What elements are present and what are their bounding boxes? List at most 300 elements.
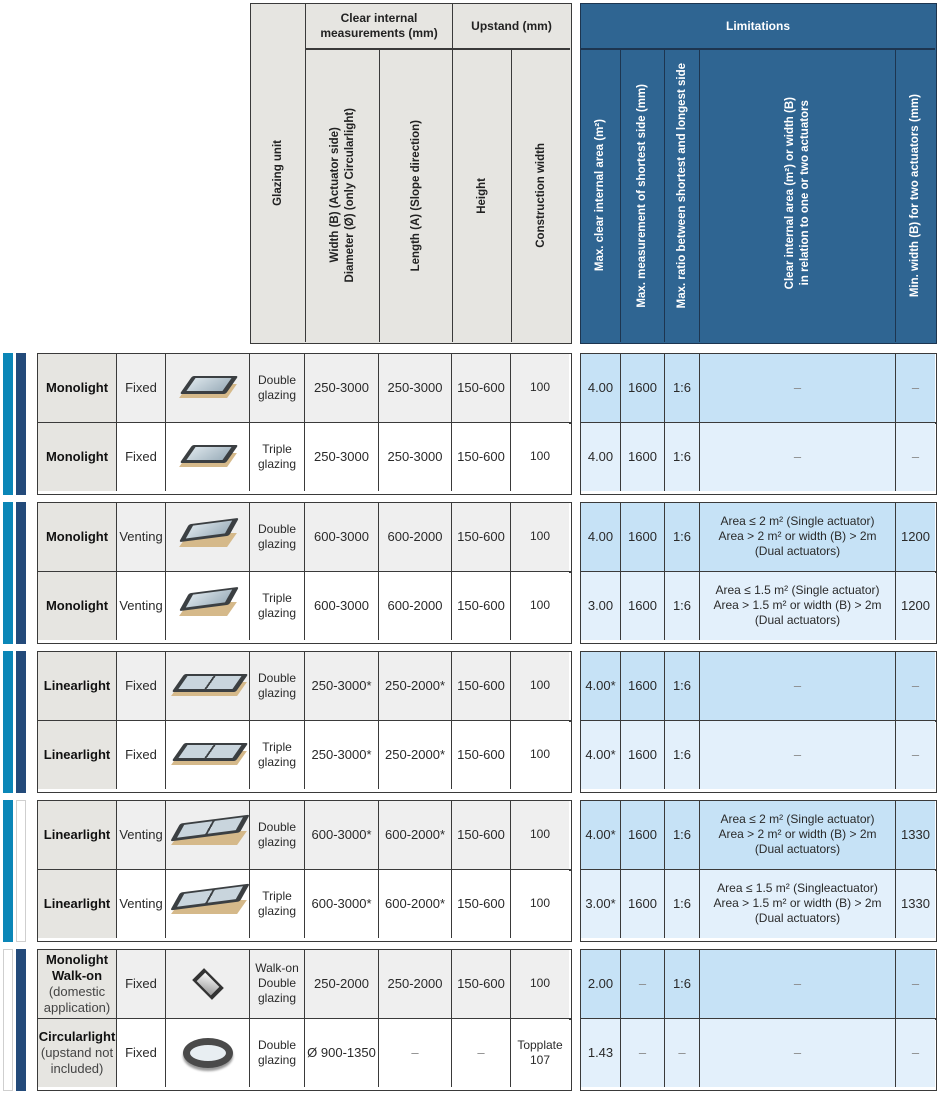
cell-glazing: [250, 423, 305, 491]
height-value: 150-600: [457, 597, 505, 613]
actuator-rule-dual: Area > 1.5 m² or width (B) > 2m: [713, 598, 882, 613]
product-group-5: [37, 949, 572, 1091]
cell-length: [379, 870, 452, 938]
width-value: 250-3000: [314, 448, 369, 464]
shortest-value: 1600: [628, 379, 657, 395]
actuator-rule-dual: Area > 2 m² or width (B) > 2m: [718, 827, 877, 842]
cell-icon: [166, 870, 250, 938]
cell-area: [581, 950, 621, 1018]
cell-type: [117, 801, 166, 869]
category-bar-1: [3, 353, 13, 495]
cell-area: [581, 801, 621, 869]
cell-glazing: [250, 801, 305, 869]
cell-icon: [166, 423, 250, 491]
actuator-value: –: [793, 975, 802, 991]
cell-minwidth: [896, 423, 935, 491]
cell-minwidth: [896, 950, 935, 1018]
cell-minwidth: [896, 572, 935, 640]
cell-shortest: [621, 1019, 665, 1087]
cell-height: [452, 572, 511, 640]
area-value: 4.00*: [585, 677, 616, 693]
width-value: 600-3000: [314, 597, 369, 613]
width-value: 250-2000: [314, 975, 369, 991]
height-value: 150-600: [457, 528, 505, 544]
actuator-rule-dual: Area > 2 m² or width (B) > 2m: [718, 529, 877, 544]
area-value: 1.43: [587, 1044, 614, 1060]
ratio-value: 1:6: [672, 677, 692, 693]
cell-type: [117, 1019, 166, 1087]
category-bar-1: [3, 800, 13, 942]
width-value: Ø 900-1350: [307, 1044, 376, 1060]
cwidth-value: 100: [529, 678, 551, 693]
cell-area: [581, 870, 621, 938]
cell-width: [305, 423, 379, 491]
cell-actuator: [700, 950, 896, 1018]
table-row: [581, 423, 935, 491]
actuator-value: –: [793, 677, 802, 693]
actuator-rule-single: Area ≤ 1.5 m² (Single actuator): [715, 583, 880, 598]
actuator-value: –: [793, 746, 802, 762]
cell-area: [581, 423, 621, 491]
table-row: [38, 870, 569, 938]
category-bar-2: [16, 651, 26, 793]
cell-icon: [166, 950, 250, 1018]
limitations-group-5: [580, 949, 937, 1091]
table-row: [38, 1019, 569, 1087]
ratio-value: 1:6: [672, 379, 692, 395]
cell-type: [117, 572, 166, 640]
cell-width: [305, 572, 379, 640]
table-row: [581, 950, 935, 1018]
linearlight-fixed-icon: [176, 666, 240, 706]
product-name: Linearlight: [43, 746, 111, 762]
ratio-value: 1:6: [672, 895, 692, 911]
glazing-value: Triple glazing: [257, 739, 297, 769]
cell-actuator: [700, 423, 896, 491]
shortest-value: –: [638, 975, 647, 991]
length-value: 250-2000: [387, 975, 443, 991]
cwidth-value: 100: [529, 976, 551, 991]
ratio-value: 1:6: [672, 975, 692, 991]
cell-glazing: [250, 721, 305, 789]
cell-actuator: [700, 652, 896, 720]
cell-icon: [166, 503, 250, 571]
cell-type: [117, 870, 166, 938]
cell-shortest: [621, 652, 665, 720]
linearlight-fixed-icon: [176, 735, 240, 775]
limitations-group-3: [580, 651, 937, 793]
width-value: 250-3000*: [311, 677, 372, 693]
cell-height: [452, 503, 511, 571]
cell-height: [452, 1019, 511, 1087]
cell-cwidth: [511, 801, 569, 869]
shortest-value: –: [638, 1044, 647, 1060]
cell-height: [452, 423, 511, 491]
cell-width: [305, 503, 379, 571]
cell-product: [38, 423, 117, 491]
header-upstand: Upstand (mm): [471, 18, 552, 33]
cell-type: [117, 503, 166, 571]
minwidth-value: 1200: [901, 528, 930, 544]
product-name: Monolight: [45, 448, 109, 464]
minwidth-value: –: [911, 975, 920, 991]
circularlight-icon: [183, 1038, 233, 1068]
cell-type: [117, 423, 166, 491]
height-value: 150-600: [457, 826, 505, 842]
cell-width: [305, 721, 379, 789]
cell-product: [38, 652, 117, 720]
height-value: –: [477, 1044, 485, 1060]
table-row: [581, 1019, 935, 1087]
length-value: –: [411, 1044, 419, 1060]
cell-area: [581, 1019, 621, 1087]
height-value: 150-600: [457, 746, 505, 762]
header-min-width: Min. width (B) for two actuators (mm): [909, 93, 921, 298]
type-value: Venting: [119, 895, 163, 911]
ratio-value: 1:6: [672, 746, 692, 762]
header-max-ratio: Max. ratio between shortest and longest side: [665, 49, 700, 342]
actuator-rule-note: (Dual actuators): [754, 842, 841, 857]
cell-width: [305, 801, 379, 869]
cwidth-value: 100: [529, 747, 551, 762]
minwidth-value: –: [911, 448, 920, 464]
category-bar-1: [3, 651, 13, 793]
area-value: 4.00*: [585, 746, 616, 762]
cell-length: [379, 950, 452, 1018]
cell-length: [379, 572, 452, 640]
type-value: Fixed: [125, 746, 157, 762]
cell-cwidth: [511, 1019, 569, 1087]
category-bar-2: [16, 353, 26, 495]
cwidth-value: 100: [529, 827, 551, 842]
glazing-value: Double glazing: [257, 372, 297, 402]
category-bar-1: [3, 949, 13, 1091]
cwidth-value: 100: [529, 529, 551, 544]
cell-actuator: [700, 721, 896, 789]
cell-actuator: [700, 503, 896, 571]
category-bar-1: [3, 502, 13, 644]
cell-glazing: [250, 354, 305, 422]
product-name: Linearlight: [43, 826, 111, 842]
limitations-group-4: [580, 800, 937, 942]
header-width-b: Width (B) (Actuator side) Diameter (Ø) (only Circularlight): [306, 49, 380, 342]
cell-minwidth: [896, 1019, 935, 1087]
cwidth-value: 100: [529, 380, 551, 395]
cell-area: [581, 721, 621, 789]
cell-area: [581, 652, 621, 720]
cell-minwidth: [896, 870, 935, 938]
actuator-rule-single: Area ≤ 2 m² (Single actuator): [720, 514, 875, 529]
cell-icon: [166, 801, 250, 869]
cell-minwidth: [896, 354, 935, 422]
header-max-shortest: Max. measurement of shortest side (mm): [621, 49, 665, 342]
product-name: Linearlight: [43, 677, 111, 693]
header-limitations: Limitations: [725, 18, 790, 33]
length-value: 600-2000: [387, 528, 443, 544]
cell-minwidth: [896, 652, 935, 720]
table-row: [581, 503, 935, 571]
minwidth-value: –: [911, 379, 920, 395]
type-value: Fixed: [125, 975, 157, 991]
cell-area: [581, 354, 621, 422]
area-value: 4.00: [587, 448, 614, 464]
table-row: [581, 801, 935, 869]
shortest-value: 1600: [628, 677, 657, 693]
cell-area: [581, 503, 621, 571]
header-clear-internal: Clear internal measurements (mm): [306, 4, 453, 48]
minwidth-value: 1330: [901, 895, 930, 911]
area-value: 2.00: [587, 975, 614, 991]
product-note: (upstand not included): [40, 1044, 114, 1076]
cell-ratio: [665, 652, 700, 720]
area-value: 3.00*: [585, 895, 616, 911]
ratio-value: 1:6: [672, 528, 692, 544]
cell-ratio: [665, 801, 700, 869]
width-value: 250-3000: [314, 379, 369, 395]
table-row: [581, 572, 935, 640]
table-row: [38, 572, 569, 640]
cell-product: [38, 503, 117, 571]
header-max-area: Max. clear internal area (m²): [581, 49, 621, 342]
length-value: 250-3000: [387, 448, 443, 464]
product-name: Linearlight: [43, 895, 111, 911]
type-value: Fixed: [125, 677, 157, 693]
ratio-value: 1:6: [672, 448, 692, 464]
minwidth-value: –: [911, 1044, 920, 1060]
category-bar-2: [16, 949, 26, 1091]
cell-ratio: [665, 721, 700, 789]
cell-ratio: [665, 503, 700, 571]
cell-shortest: [621, 801, 665, 869]
height-value: 150-600: [457, 448, 505, 464]
cell-shortest: [621, 354, 665, 422]
type-value: Venting: [119, 528, 163, 544]
table-row: [581, 721, 935, 789]
cell-actuator: [700, 354, 896, 422]
product-name: Monolight: [45, 597, 109, 613]
actuator-value: –: [793, 1044, 802, 1060]
ratio-value: 1:6: [672, 826, 692, 842]
cell-area: [581, 572, 621, 640]
cell-minwidth: [896, 503, 935, 571]
minwidth-value: –: [911, 746, 920, 762]
area-value: 4.00: [587, 379, 614, 395]
actuator-rule-single: Area ≤ 1.5 m² (Singleactuator): [717, 881, 878, 896]
limitations-group-2: [580, 502, 937, 644]
cell-length: [379, 652, 452, 720]
glazing-value: Double glazing: [257, 1037, 297, 1067]
product-name: Monolight: [45, 528, 109, 544]
actuator-rule-note: (Dual actuators): [754, 544, 841, 559]
cell-type: [117, 950, 166, 1018]
table-row: [581, 354, 935, 422]
cell-cwidth: [511, 503, 569, 571]
cell-width: [305, 950, 379, 1018]
monolight-venting-icon: [176, 517, 240, 557]
ratio-value: –: [678, 1044, 686, 1060]
glazing-value: Double glazing: [257, 521, 297, 551]
table-row: [38, 721, 569, 789]
glazing-value: Triple glazing: [257, 590, 297, 620]
product-name: Circularlight: [38, 1028, 116, 1044]
minwidth-value: 1200: [901, 597, 930, 613]
cell-shortest: [621, 503, 665, 571]
cell-actuator: [700, 1019, 896, 1087]
product-note: (domestic application): [43, 983, 111, 1015]
cwidth-value: Topplate 107: [517, 1037, 563, 1067]
cell-icon: [166, 1019, 250, 1087]
cell-height: [452, 801, 511, 869]
cell-actuator: [700, 801, 896, 869]
cell-width: [305, 652, 379, 720]
length-value: 250-2000*: [385, 746, 445, 762]
length-value: 250-3000: [387, 379, 443, 395]
category-bar-2: [16, 800, 26, 942]
glazing-value: Triple glazing: [257, 888, 297, 918]
cell-cwidth: [511, 572, 569, 640]
length-value: 600-2000*: [385, 826, 445, 842]
header-glazing-unit: Glazing unit: [251, 4, 306, 342]
table-row: [38, 423, 569, 491]
shortest-value: 1600: [628, 826, 657, 842]
cell-length: [379, 721, 452, 789]
cell-ratio: [665, 950, 700, 1018]
minwidth-value: –: [911, 677, 920, 693]
length-value: 250-2000*: [385, 677, 445, 693]
cell-height: [452, 950, 511, 1018]
cell-ratio: [665, 423, 700, 491]
actuator-value: –: [793, 379, 802, 395]
glazing-value: Double glazing: [257, 670, 297, 700]
cell-width: [305, 1019, 379, 1087]
table-row: [38, 503, 569, 571]
table-row: [38, 950, 569, 1018]
monolight-fixed-icon: [176, 368, 240, 408]
cell-cwidth: [511, 870, 569, 938]
cell-type: [117, 354, 166, 422]
linearlight-venting-icon: [176, 884, 240, 924]
product-name: Monolight: [45, 379, 109, 395]
category-bar-2: [16, 502, 26, 644]
shortest-value: 1600: [628, 597, 657, 613]
cell-length: [379, 423, 452, 491]
header-construction-width: Construction width: [534, 143, 547, 248]
product-name: Monolight Walk-on: [45, 951, 109, 983]
shortest-value: 1600: [628, 746, 657, 762]
limitations-group-1: [580, 353, 937, 495]
length-value: 600-2000*: [385, 895, 445, 911]
cell-type: [117, 721, 166, 789]
height-value: 150-600: [457, 677, 505, 693]
cell-product: [38, 721, 117, 789]
monolight-fixed-icon: [176, 437, 240, 477]
cell-type: [117, 652, 166, 720]
cell-minwidth: [896, 801, 935, 869]
cell-cwidth: [511, 423, 569, 491]
cell-cwidth: [511, 721, 569, 789]
header-actuator-relation: Clear internal area (m²) or width (B) in relation to one or two actuators: [700, 49, 896, 342]
type-value: Fixed: [125, 448, 157, 464]
monolight-venting-icon: [176, 586, 240, 626]
glazing-value: Triple glazing: [257, 441, 297, 471]
cell-shortest: [621, 870, 665, 938]
cell-minwidth: [896, 721, 935, 789]
actuator-value: –: [793, 448, 802, 464]
cell-icon: [166, 354, 250, 422]
product-group-1: [37, 353, 572, 495]
cell-icon: [166, 721, 250, 789]
width-value: 250-3000*: [311, 746, 372, 762]
cell-glazing: [250, 652, 305, 720]
cell-ratio: [665, 870, 700, 938]
actuator-rule-single: Area ≤ 2 m² (Single actuator): [720, 812, 875, 827]
cell-length: [379, 354, 452, 422]
cell-height: [452, 721, 511, 789]
type-value: Fixed: [125, 1044, 157, 1060]
cell-product: [38, 950, 117, 1018]
glazing-value: Walk-on Double glazing: [255, 961, 299, 1006]
cell-shortest: [621, 572, 665, 640]
cell-icon: [166, 652, 250, 720]
cwidth-value: 100: [529, 896, 551, 911]
type-value: Venting: [119, 826, 163, 842]
actuator-rule-note: (Dual actuators): [754, 613, 841, 628]
header-height: Height: [453, 49, 512, 342]
width-value: 600-3000*: [311, 895, 372, 911]
cell-cwidth: [511, 950, 569, 1018]
cell-cwidth: [511, 354, 569, 422]
shortest-value: 1600: [628, 895, 657, 911]
cell-icon: [166, 572, 250, 640]
cell-actuator: [700, 870, 896, 938]
cell-shortest: [621, 950, 665, 1018]
cell-shortest: [621, 423, 665, 491]
linearlight-venting-icon: [176, 815, 240, 855]
width-value: 600-3000*: [311, 826, 372, 842]
cell-ratio: [665, 1019, 700, 1087]
cell-glazing: [250, 1019, 305, 1087]
cell-cwidth: [511, 652, 569, 720]
table-row: [38, 652, 569, 720]
header-limitations-block: [580, 3, 937, 344]
cell-height: [452, 870, 511, 938]
cell-height: [452, 652, 511, 720]
cell-length: [379, 801, 452, 869]
cell-glazing: [250, 950, 305, 1018]
height-value: 150-600: [457, 379, 505, 395]
table-row: [581, 870, 935, 938]
cell-length: [379, 1019, 452, 1087]
cell-width: [305, 354, 379, 422]
actuator-rule-note: (Dual actuators): [754, 911, 841, 926]
cell-product: [38, 572, 117, 640]
glazing-value: Double glazing: [257, 819, 297, 849]
cell-actuator: [700, 572, 896, 640]
area-value: 3.00: [587, 597, 614, 613]
product-group-4: [37, 800, 572, 942]
cell-ratio: [665, 572, 700, 640]
cell-glazing: [250, 870, 305, 938]
product-group-3: [37, 651, 572, 793]
ratio-value: 1:6: [672, 597, 692, 613]
cell-height: [452, 354, 511, 422]
cell-product: [38, 354, 117, 422]
cell-product: [38, 1019, 117, 1087]
table-row: [581, 652, 935, 720]
walk-on-skylight-icon: [178, 964, 238, 1004]
actuator-rule-dual: Area > 1.5 m² or width (B) > 2m: [713, 896, 882, 911]
cell-shortest: [621, 721, 665, 789]
